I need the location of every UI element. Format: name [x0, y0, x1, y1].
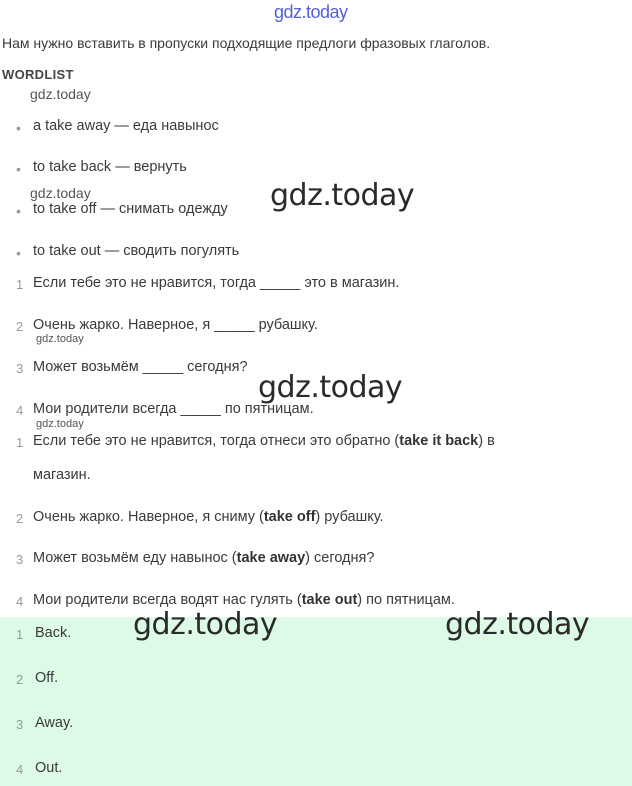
watermark-small: gdz.today [36, 333, 84, 345]
answer-number: 3 [16, 717, 24, 732]
translation-number: 3 [16, 552, 24, 567]
exercise-sentence: Может возьмём _____ сегодня? [33, 359, 248, 375]
watermark-small: gdz.today [30, 185, 91, 201]
translation-sentence: Может возьмём еду навынос (take away) сегодня? [33, 550, 375, 566]
translation-sentence: Мои родители всегда водят нас гулять (take out) по пятницам. [33, 592, 455, 608]
exercise-sentence: Мои родители всегда _____ по пятницам. [33, 401, 314, 417]
answer-text: Back. [35, 625, 72, 641]
translation-sentence-continued: магазин. [33, 467, 91, 483]
translation-number: 1 [16, 435, 24, 450]
phrasal-verb: take away [236, 550, 306, 566]
translation-sentence: Если тебе это не нравится, тогда отнеси это обратно (take it back) в [33, 433, 495, 449]
exercise-number: 4 [16, 403, 24, 418]
phrasal-verb: take it back [399, 433, 479, 449]
answers-panel [0, 617, 632, 786]
bullet-icon: • [16, 203, 21, 219]
exercise-number: 3 [16, 361, 24, 376]
phrasal-verb: take off [263, 509, 316, 525]
exercise-number: 1 [16, 277, 24, 292]
bullet-icon: • [16, 245, 21, 261]
answer-number: 4 [16, 762, 24, 777]
watermark-small: gdz.today [36, 418, 84, 430]
translation-number: 2 [16, 511, 24, 526]
watermark-large: gdz.today [270, 178, 415, 213]
watermark-large: gdz.today [258, 370, 403, 405]
wordlist-item: to take out — сводить погулять [33, 243, 240, 259]
translation-sentence: Очень жарко. Наверное, я сниму (take off) рубашку. [33, 509, 384, 525]
wordlist-heading: WORDLIST [2, 67, 74, 82]
exercise-sentence: Если тебе это не нравится, тогда _____ это в магазин. [33, 275, 400, 291]
answer-number: 1 [16, 627, 24, 642]
answer-text: Out. [35, 760, 63, 776]
watermark-top: gdz.today [274, 2, 348, 22]
bullet-icon: • [16, 161, 21, 177]
wordlist-item: to take back — вернуть [33, 159, 187, 175]
wordlist-item: a take away — еда навынос [33, 118, 219, 134]
wordlist-item: to take off — снимать одежду [33, 201, 228, 217]
task-instruction: Нам нужно вставить в пропуски подходящие предлоги фразовых глаголов. [2, 35, 491, 51]
watermark-small: gdz.today [30, 86, 91, 102]
answer-text: Off. [35, 670, 59, 686]
answer-number: 2 [16, 672, 24, 687]
exercise-number: 2 [16, 319, 24, 334]
watermark-large: gdz.today [133, 607, 278, 642]
translation-number: 4 [16, 594, 24, 609]
exercise-sentence: Очень жарко. Наверное, я _____ рубашку. [33, 317, 318, 333]
answer-text: Away. [35, 715, 74, 731]
phrasal-verb: take out [301, 592, 358, 608]
watermark-large: gdz.today [445, 607, 590, 642]
bullet-icon: • [16, 120, 21, 136]
